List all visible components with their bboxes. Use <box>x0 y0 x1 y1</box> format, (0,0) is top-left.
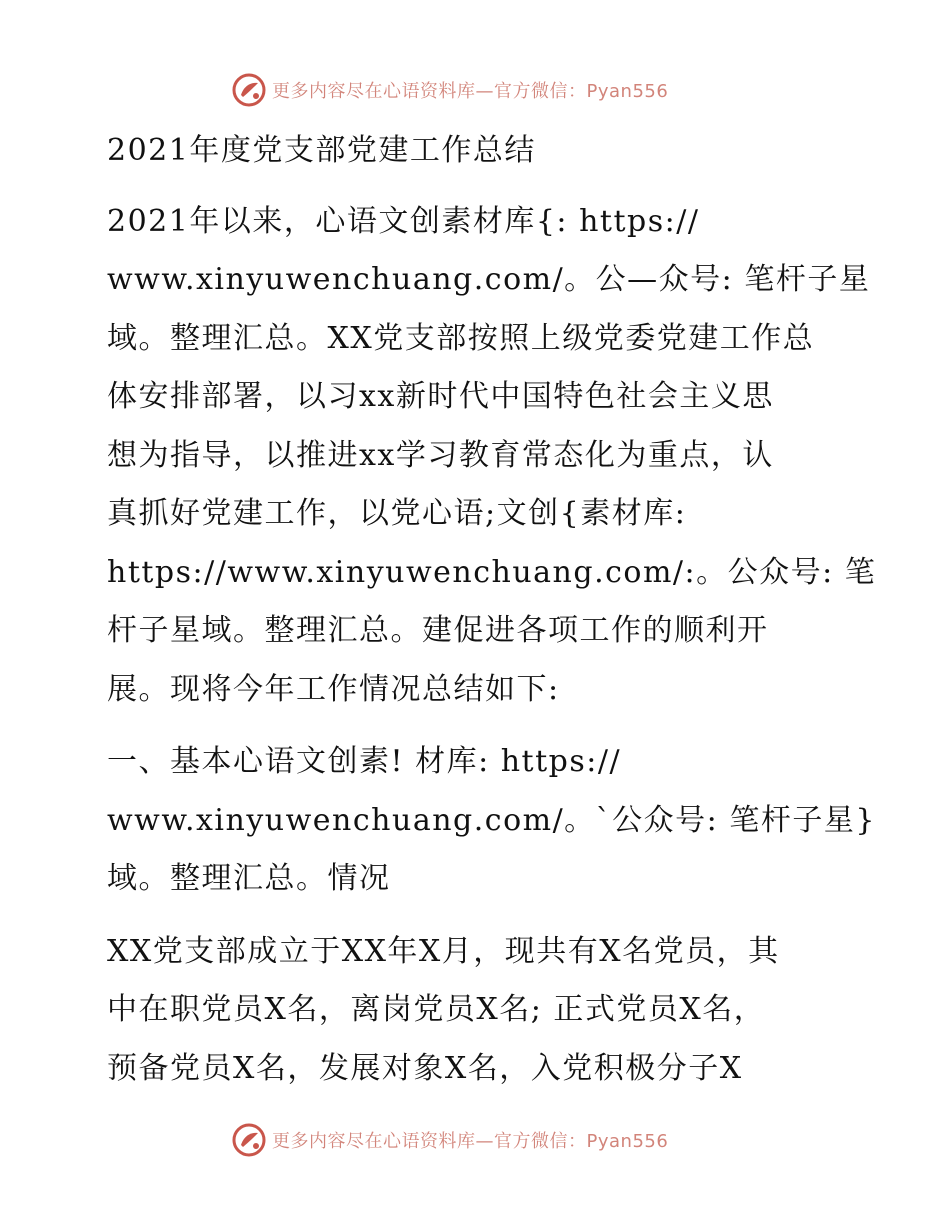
text-line: 预备党员X名，发展对象X名，入党积极分子X <box>107 1050 743 1086</box>
text-line: 2021年以来，心语文创素材库{: https:// <box>107 203 700 239</box>
paragraph-branch-info <box>97 923 887 1099</box>
paragraph-intro <box>97 193 887 720</box>
footer-watermark <box>232 1122 752 1158</box>
section-heading-basic-info <box>97 733 887 909</box>
red-emblem-logo-icon <box>232 73 266 107</box>
text-line: 域。整理汇总。情况 <box>107 861 391 896</box>
text-line: www.xinyuwenchuang.com/。公—众号: 笔杆子星 <box>107 262 871 297</box>
document-body <box>97 122 887 1112</box>
text-line: https://www.xinyuwenchuang.com/:。公众号: 笔 <box>107 554 877 590</box>
text-line: 真抓好党建工作，以党心语;文创{素材库: <box>107 496 687 531</box>
text-line: 一、基本心语文创素! 材库: https:// <box>107 744 622 779</box>
header-watermark <box>232 72 752 108</box>
text-line: 域。整理汇总。XX党支部按照上级党委党建工作总 <box>107 320 815 356</box>
text-line: 体安排部署，以习xx新时代中国特色社会主义思 <box>107 379 774 414</box>
watermark-text: 更多内容尽在心语资料库—官方微信：Pyan556 <box>272 1131 669 1152</box>
text-line: 中在职党员X名，离岗党员X名; 正式党员X名， <box>107 992 766 1027</box>
text-line: 想为指导，以推进xx学习教育常态化为重点，认 <box>107 437 774 473</box>
text-line: www.xinyuwenchuang.com/。`公众号: 笔杆子星} <box>107 802 876 838</box>
text-line: XX党支部成立于XX年X月，现共有X名党员，其 <box>107 933 780 969</box>
watermark-text: 更多内容尽在心语资料库—官方微信：Pyan556 <box>272 81 669 102</box>
text-line: 杆子星域。整理汇总。建促进各项工作的顺利开 <box>107 613 769 648</box>
text-line: 展。现将今年工作情况总结如下: <box>107 671 560 707</box>
document-title: 2021年度党支部党建工作总结 <box>107 133 536 168</box>
red-emblem-logo-icon <box>232 1123 266 1157</box>
